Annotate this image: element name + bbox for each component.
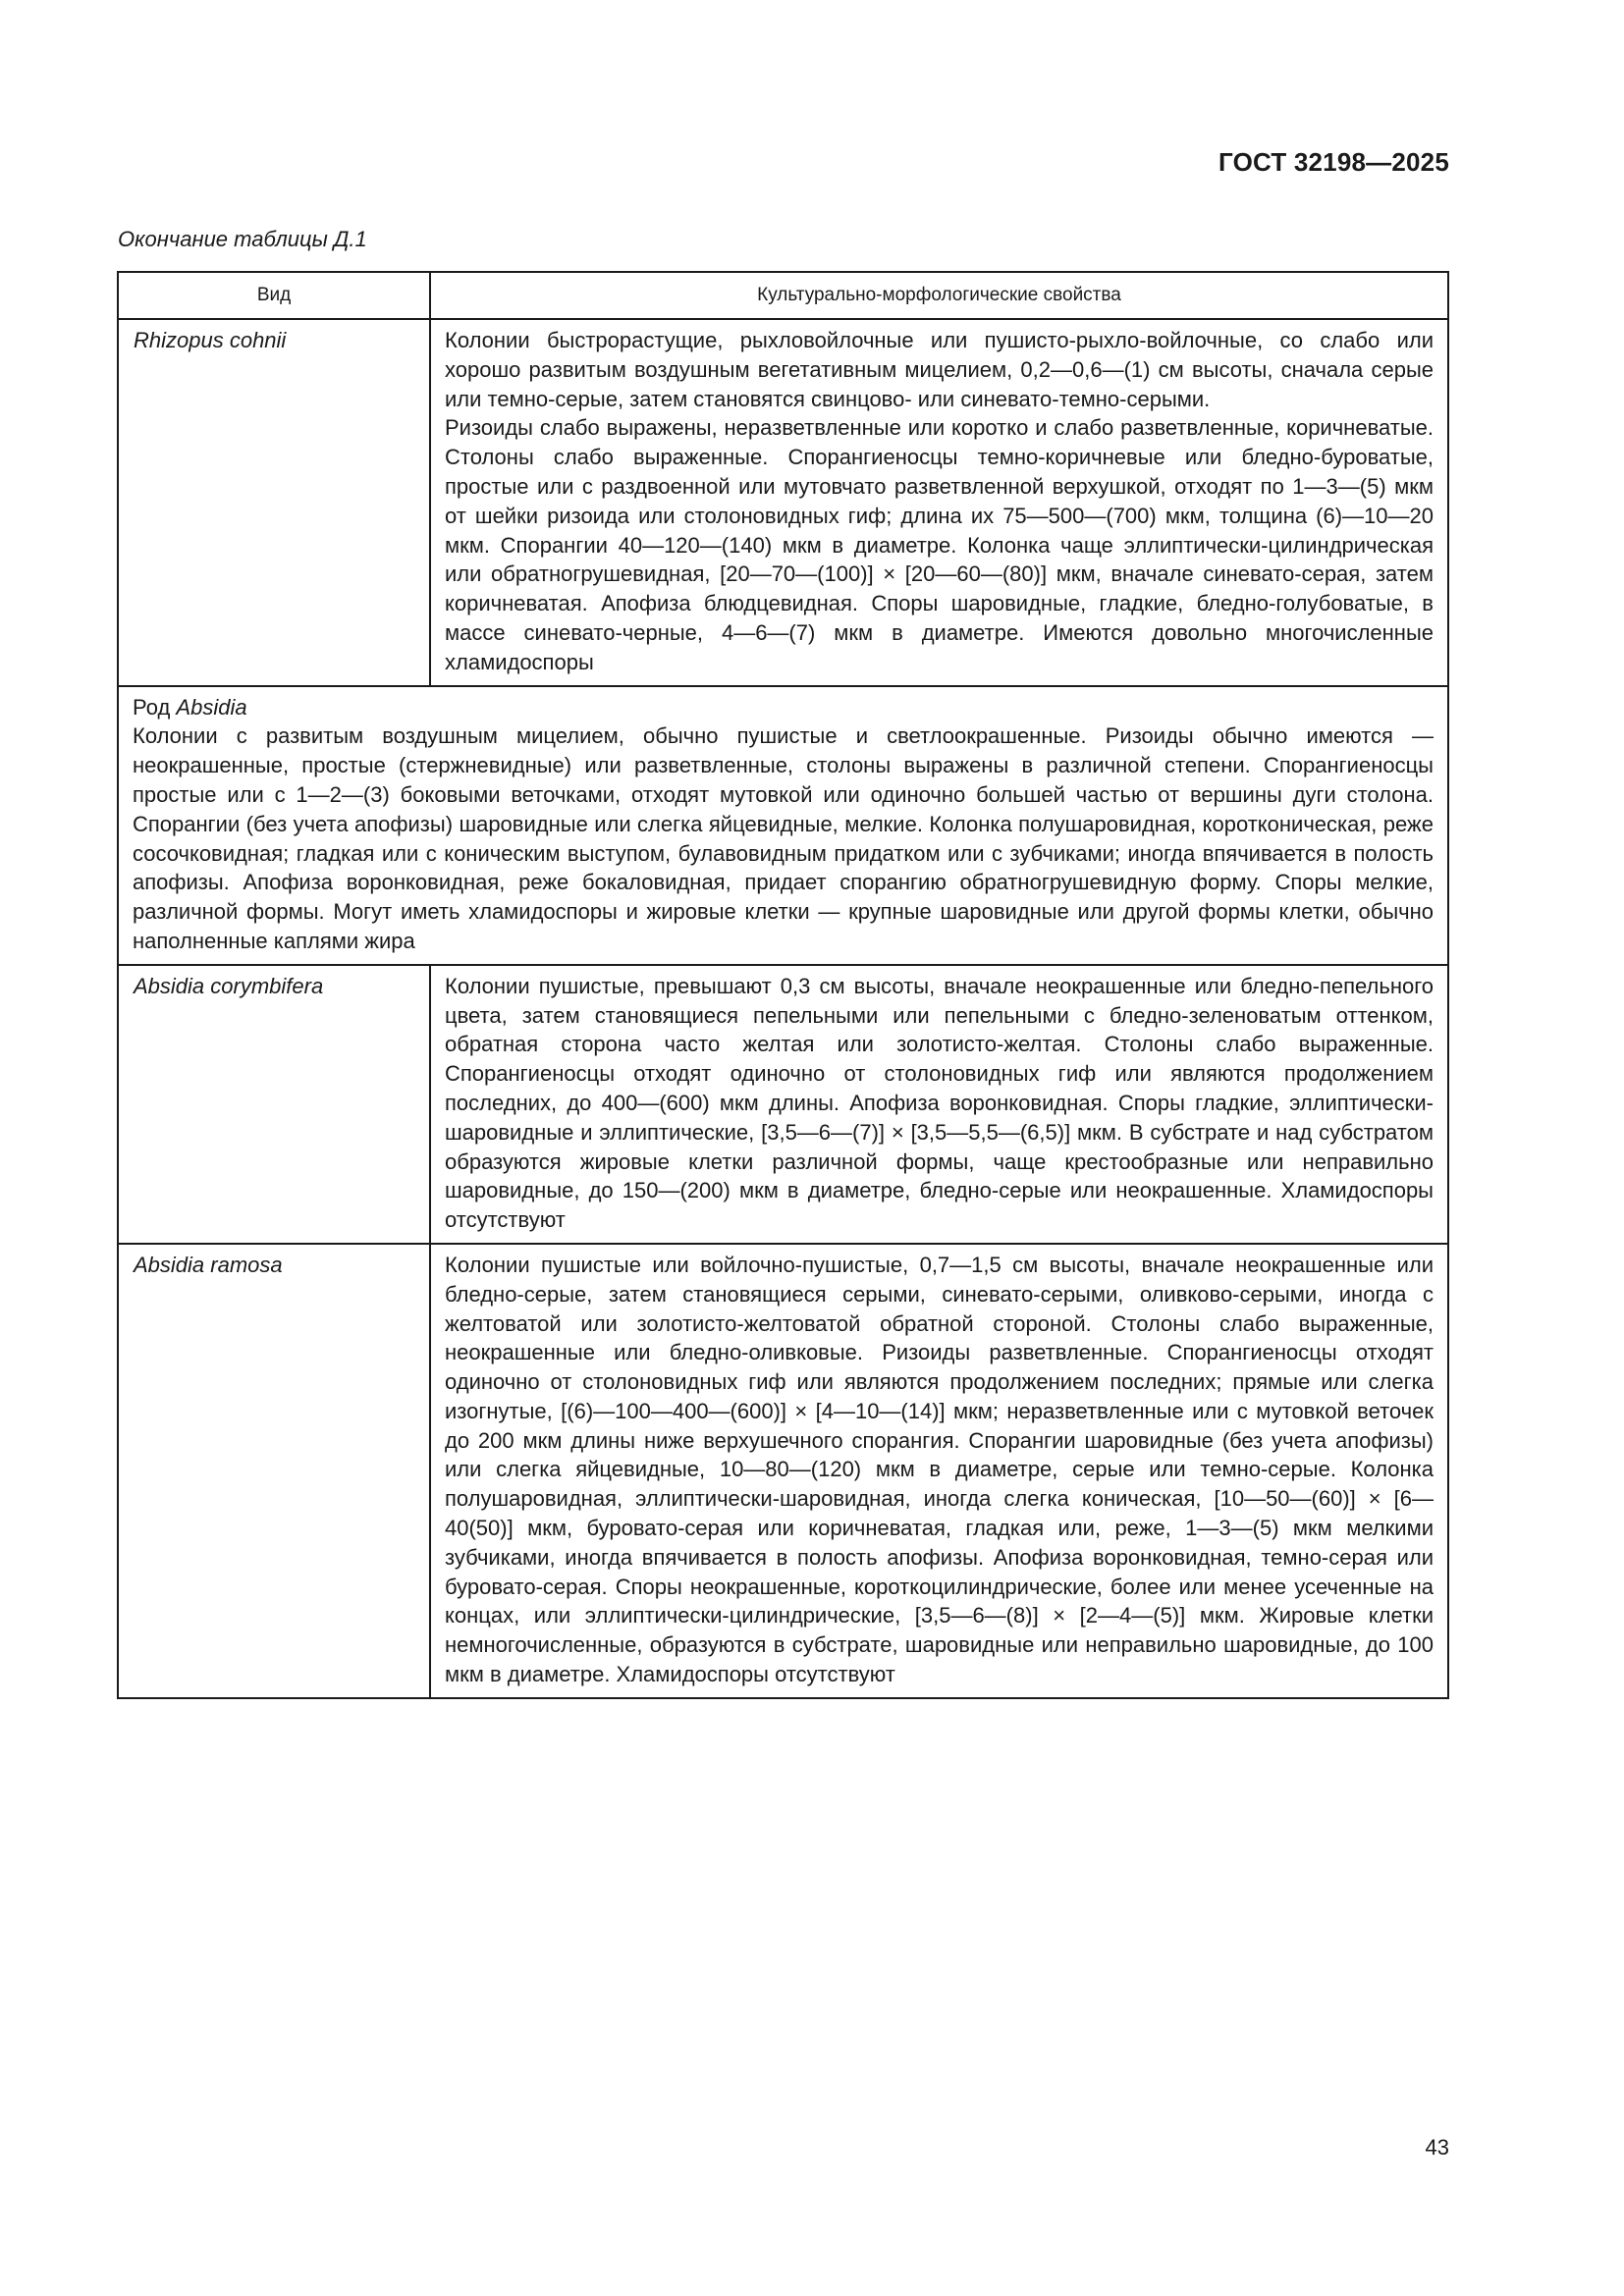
column-header-species: Вид [118, 272, 430, 319]
table-row [118, 1244, 1448, 1698]
table-row [118, 319, 1448, 686]
species-name: Rhizopus cohnii [118, 319, 430, 686]
species-description [430, 319, 1448, 686]
species-name: Absidia corymbifera [118, 965, 430, 1244]
table-header-row [118, 272, 1448, 319]
page-number: 43 [1425, 2135, 1449, 2160]
species-description [430, 1244, 1448, 1698]
standard-code: ГОСТ 32198—2025 [1218, 147, 1449, 177]
description-paragraph: Колонии пушистые или войлочно-пушистые, 0,7—1,5 см высоты, вначале неокрашенные или бледно-серые, затем становящиеся серыми, синевато-серыми, оливково-серыми, иногда с желтоватой или золотисто-желтоватой обратной стороной. Столоны слабо выраженные, неокрашенные или бледно-оливковые. Ризоиды разветвленные. Спорангиеносцы отходят одиночно от столоновидных гиф или являются продолжением последних; прямые или слегка изогнутые, [(6)—100—400—(600)] × [4—10—(14)] мкм; неразветвленные или с мутовкой веточек до 200 мкм длины ниже верхушечного спорангия. Спорангии шаровидные (без учета апофизы) или слегка яйцевидные, 10—80—(120) мкм в диаметре, серые или темно-серые. Колонка полушаровидная, эллиптически-шаровидная, иногда слегка коническая, [10—50—(60)] × [6—40(50)] мкм, буровато-серая или коричневатая, гладкая или, реже, 1—3—(5) мкм мелкими зубчиками, иногда впячивается в полость апофизы. Апофиза воронковидная, темно-серая или буровато-серая. Споры неокрашенные, короткоцилиндрические, более или менее усеченные на концах, или эллиптически-цилиндрические, [3,5—6—(8)] × [2—4—(5)] мкм. Жировые клетки немногочисленные, образуются в субстрате, шаровидные или неправильно шаровидные, до 100 мкм в диаметре. Хламидоспоры отсутствуют [445, 1252, 1434, 1687]
genus-prefix: Род [133, 694, 171, 720]
column-header-properties: Культурально-морфологические свойства [430, 272, 1448, 319]
species-name: Absidia ramosa [118, 1244, 430, 1698]
genus-description [118, 686, 1448, 965]
description-paragraph: Колонии быстрорастущие, рыхловойлочные или пушисто-рыхло-войлочные, со слабо или хорошо развитым воздушным вегетативным мицелием, 0,2—0,6—(1) см высоты, сначала серые или темно-серые, затем становятся свинцово- или синевато-темно-серыми. [445, 328, 1434, 411]
species-description [430, 965, 1448, 1244]
genus-title [133, 693, 1434, 722]
genus-row [118, 686, 1448, 965]
table-row [118, 965, 1448, 1244]
genus-name: Absidia [176, 694, 247, 720]
table-caption: Окончание таблицы Д.1 [118, 227, 367, 251]
description-paragraph: Колонии пушистые, превышают 0,3 см высоты, вначале неокрашенные или бледно-пепельного цвета, затем становящиеся пепельными или пепельными с бледно-зеленоватым оттенком, обратная сторона часто желтая или золотисто-желтая. Столоны слабо выраженные. Спорангиеносцы отходят одиночно от столоновидных гиф или являются продолжением последних, до 400—(600) мкм длины. Апофиза воронковидная. Споры гладкие, эллиптически-шаровидные и эллиптические, [3,5—6—(7)] × [3,5—5,5—(6,5)] мкм. В субстрате и над субстратом образуются жировые клетки различной формы, чаще крестообразные или неправильно шаровидные, до 150—(200) мкм в диаметре, бледно-серые или неокрашенные. Хламидоспоры отсутствуют [445, 973, 1434, 1233]
properties-table [117, 271, 1449, 1699]
description-paragraph: Ризоиды слабо выражены, неразветвленные или коротко и слабо разветвленные, коричневатые. Столоны слабо выраженные. Спорангиеносцы темно-коричневые или бледно-буроватые, простые или с раздвоенной или мутовчато разветвленной верхушкой, отходят по 1—3—(5) мкм от шейки ризоида или столоновидных гиф; длина их 75—500—(700) мкм, толщина (6)—10—20 мкм. Спорангии 40—120—(140) мкм в диаметре. Колонка чаще эллиптически-цилиндрическая или обратногрушевидная, [20—70—(100)] × [20—60—(80)] мкм, вначале синевато-серая, затем коричневатая. Апофиза блюдцевидная. Споры шаровидные, гладкие, бледно-голубоватые, в массе синевато-черные, 4—6—(7) мкм в диаметре. Имеются довольно многочисленные хламидоспоры [445, 415, 1434, 674]
genus-text: Колонии с развитым воздушным мицелием, обычно пушистые и светлоокрашенные. Ризоиды обычно имеются — неокрашенные, простые (стержневидные) или разветвленные, столоны выражены в различной степени. Спорангиеносцы простые или с 1—2—(3) боковыми веточками, отходят мутовкой или одиночно большей частью от вершины дуги столона. Спорангии (без учета апофизы) шаровидные или слегка яйцевидные, мелкие. Колонка полушаровидная, коротконическая, реже сосочковидная; гладкая или с коническим выступом, булавовидным придатком или с зубчиками; иногда впячивается в полость апофизы. Апофиза воронковидная, реже бокаловидная, придает спорангию обратногрушевидную форму. Споры мелкие, различной формы. Могут иметь хламидоспоры и жировые клетки — крупные шаровидные или другой формы клетки, обычно наполненные каплями жира [133, 723, 1434, 953]
